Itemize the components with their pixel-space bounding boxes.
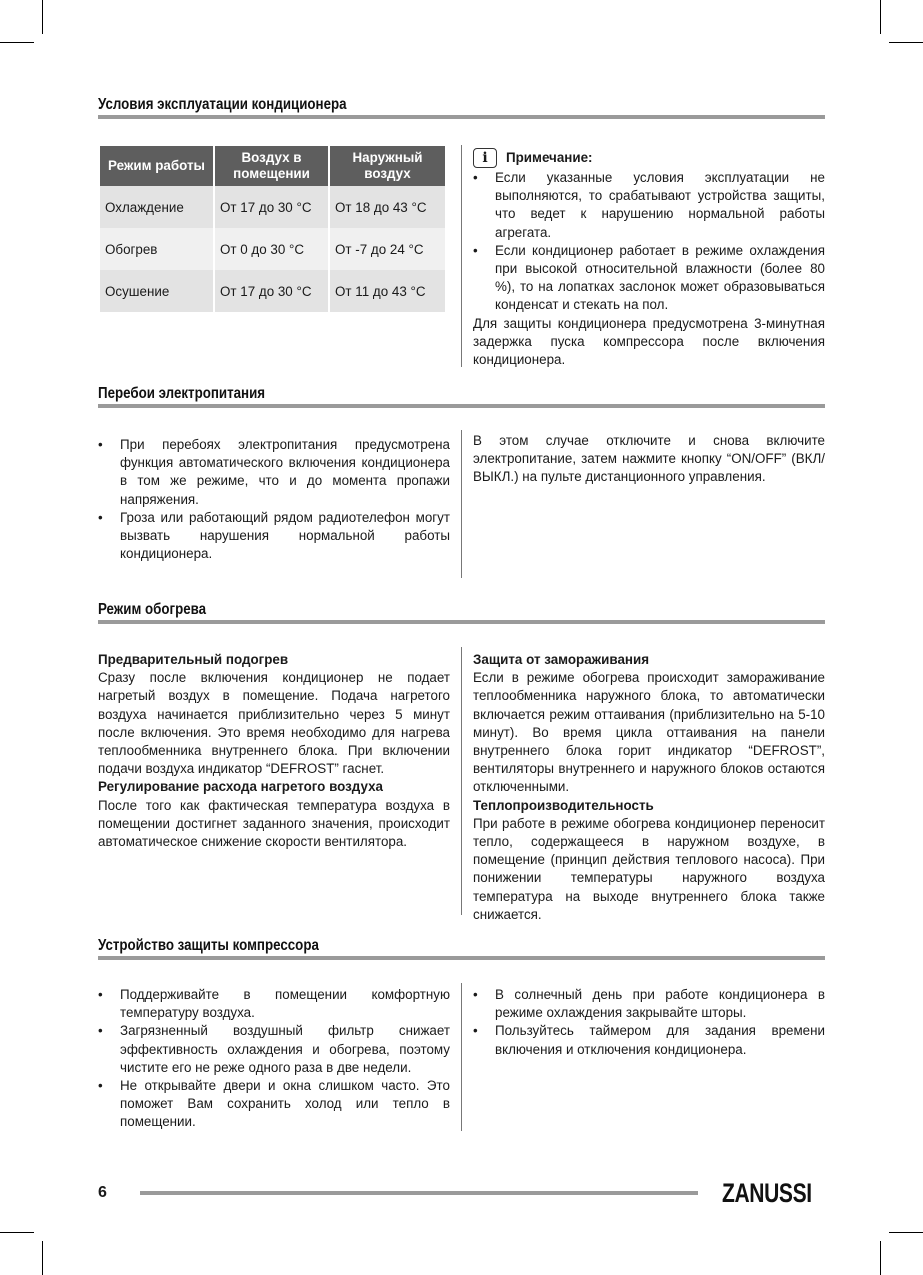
table-header: Наружный воздух: [330, 146, 445, 186]
list-item: • Гроза или работающий рядом радиотелефон могут вызвать нарушения нормальной работы кондиционера.: [98, 509, 450, 564]
heating-left-column: [98, 651, 450, 851]
section-header-conditions: [98, 96, 825, 119]
note-block: [473, 148, 825, 369]
power-right-column: [473, 432, 825, 487]
list-item: • Если кондиционер работает в режиме охлаждения при высокой относительной влажности (более 80 %), то на лопатках заслонок может образовываться конденсат и стекать на пол.: [473, 242, 825, 315]
section-title: Устройство защиты компрессора: [98, 937, 319, 954]
paragraph: При работе в режиме обогрева кондиционер переносит тепло, содержащееся в наружном воздухе, в помещение (принцип действия теплового насоса). При понижении температуры наружного воздуха температура на выходе внутреннего блока также снижается.: [473, 815, 825, 922]
table-cell: От 18 до 43 °C: [330, 186, 445, 228]
crop-mark: [880, 1241, 881, 1275]
crop-mark: [889, 42, 923, 43]
table-cell: От 0 до 30 °C: [215, 228, 328, 270]
table-cell: От -7 до 24 °C: [330, 228, 445, 270]
list-item: • При перебоях электропитания предусмотрена функция автоматического включения кондиционера в том же режиме, что и до момента пропажи напряжения.: [98, 436, 450, 509]
table-cell: От 17 до 30 °C: [215, 186, 328, 228]
section-title: Перебои электропитания: [98, 385, 266, 402]
column-divider: [461, 647, 462, 915]
table-cell: От 11 до 43 °C: [330, 270, 445, 312]
table-row: [100, 270, 445, 312]
table-row: [100, 228, 445, 270]
title-rule: [98, 956, 825, 960]
list-item: • В солнечный день при работе кондиционера в режиме охлаждения закрывайте шторы.: [473, 986, 825, 1022]
brand-logo: ZANUSSI: [722, 1178, 812, 1208]
list-item: • Не открывайте двери и окна слишком часто. Это поможет Вам сохранить холод или тепло в помещении.: [98, 1077, 450, 1132]
compressor-bullet-list: [98, 986, 450, 1132]
section-title: Режим обогрева: [98, 601, 207, 618]
info-icon: i: [473, 148, 497, 168]
power-left-column: [98, 436, 450, 563]
table-cell: Охлаждение: [100, 186, 213, 228]
table-header-row: [100, 146, 445, 186]
crop-mark: [42, 0, 43, 34]
table-header: Режим работы: [100, 146, 213, 186]
table-cell: Осушение: [100, 270, 213, 312]
table-cell: Обогрев: [100, 228, 213, 270]
section-title: Условия эксплуатации кондиционера: [98, 96, 347, 113]
column-divider: [461, 145, 462, 367]
note-bullet-list: [473, 169, 825, 315]
note-heading-text: Примечание:: [506, 149, 593, 165]
section-header-power: [98, 385, 825, 408]
list-item: • Загрязненный воздушный фильтр снижает эффективность охлаждения и обогрева, поэтому чистите его не реже одного раза в две недели.: [98, 1022, 450, 1077]
paragraph: Если в режиме обогрева происходит замораживание теплообменника наружного блока, то автоматически включается режим оттаивания (приблизительно на 5-10 минут). Во время цикла оттаивания на панели внутреннего блока горит индикатор “DEFROST”, вентиляторы внутреннего и наружного блоков остаются отключенными.: [473, 670, 825, 795]
table-header: Воздух в помещении: [215, 146, 328, 186]
subheading: Теплопроизводительность: [473, 797, 654, 813]
subheading: Защита от замораживания: [473, 652, 650, 667]
operating-conditions-table: [98, 146, 447, 312]
crop-mark: [42, 1241, 43, 1275]
title-rule: [98, 115, 825, 119]
footer-rule: [140, 1191, 698, 1195]
paragraph: Сразу после включения кондиционер не подает нагретый воздух в помещение. Подача нагретого воздуха начинается приблизительно через 5 минут после включения. Это время необходимо для нагрева теплообменника внутреннего блока. При включении подачи воздуха индикатор “DEFROST” гаснет.: [98, 670, 450, 777]
heating-right-column: [473, 651, 825, 924]
compressor-left-column: [98, 986, 450, 1132]
column-divider: [461, 983, 462, 1131]
section-header-compressor: [98, 937, 825, 960]
subheading: Предварительный подогрев: [98, 652, 289, 667]
list-item: • Пользуйтесь таймером для задания времени включения и отключения кондиционера.: [473, 1022, 825, 1058]
note-paragraph: Для защиты кондиционера предусмотрена 3-минутная задержка пуска компрессора после включения кондиционера.: [473, 315, 825, 368]
paragraph: После того как фактическая температура воздуха в помещении достигнет заданного значения, происходит автоматическое снижение скорости вентилятора.: [98, 797, 450, 850]
crop-mark: [0, 1232, 34, 1233]
table-row: [100, 186, 445, 228]
crop-mark: [0, 42, 34, 43]
subheading: Регулирование расхода нагретого воздуха: [98, 779, 383, 795]
compressor-right-column: [473, 986, 825, 1059]
list-item: • Поддерживайте в помещении комфортную температуру воздуха.: [98, 986, 450, 1022]
title-rule: [98, 620, 825, 624]
power-bullet-list: [98, 436, 450, 563]
crop-mark: [880, 0, 881, 34]
page-number: 6: [98, 1184, 107, 1201]
compressor-tips-list: [473, 986, 825, 1059]
title-rule: [98, 404, 825, 408]
power-right-paragraph: В этом случае отключите и снова включите электропитание, затем нажмите кнопку “ON/OFF” (ВКЛ/ВЫКЛ.) на пульте дистанционного управления.: [473, 433, 825, 485]
crop-mark: [889, 1232, 923, 1233]
column-divider: [461, 430, 462, 578]
section-header-heating: [98, 601, 825, 624]
note-heading: [473, 148, 825, 168]
table-cell: От 17 до 30 °C: [215, 270, 328, 312]
list-item: • Если указанные условия эксплуатации не выполняются, то срабатывают устройства защиты, что ведет к нарушению нормальной работы агрегата.: [473, 169, 825, 242]
